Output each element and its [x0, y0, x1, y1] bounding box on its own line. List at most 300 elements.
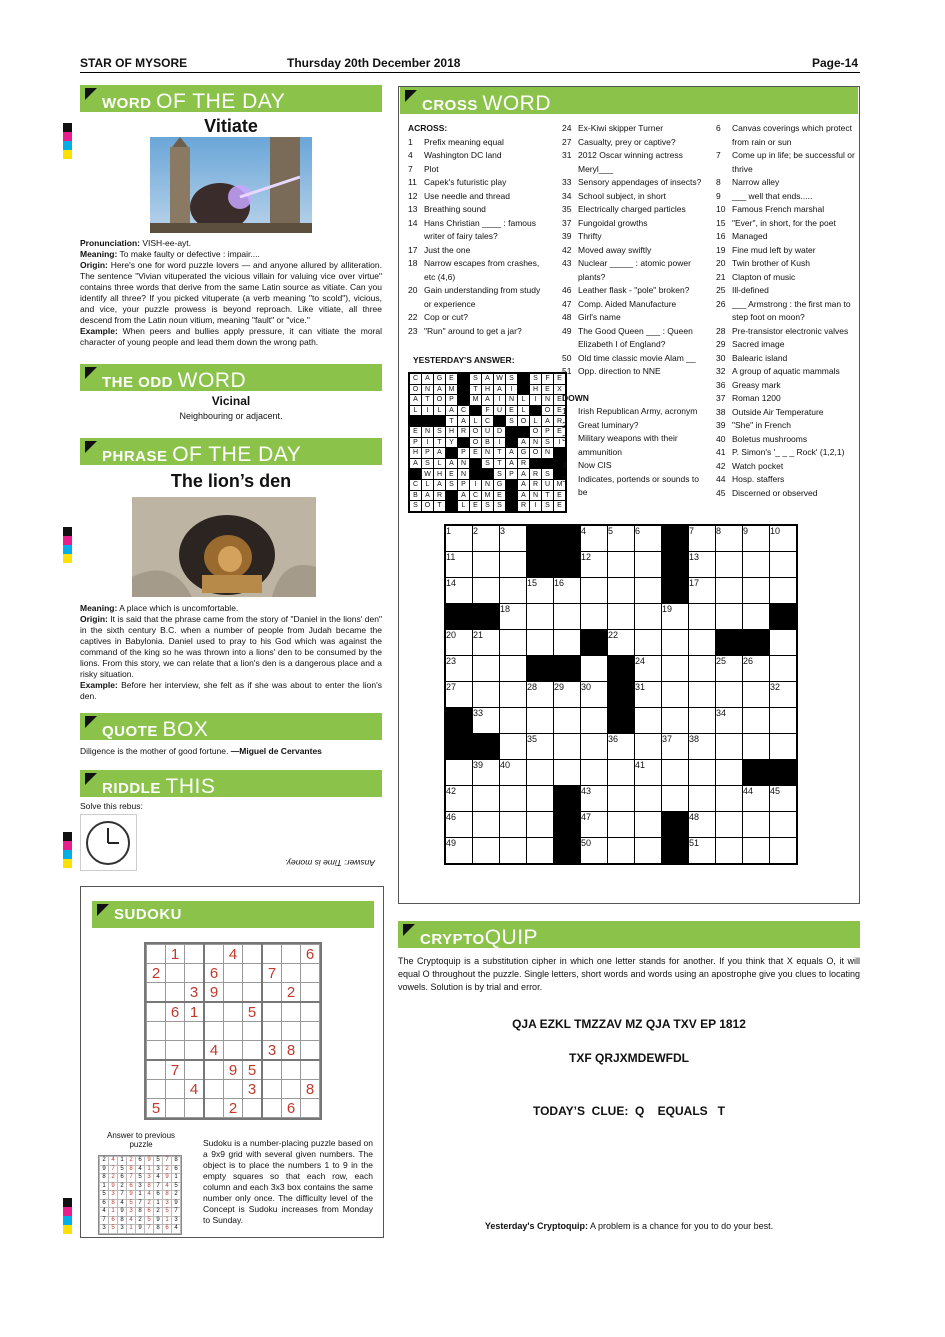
answer-cell: N	[530, 490, 542, 501]
answer-cell: H	[410, 448, 422, 459]
answer-cell: E	[554, 490, 566, 501]
answer-digit: 5	[172, 1182, 181, 1191]
answer-cell: N	[542, 395, 554, 406]
down-clue: 15 "Ever", in short, for the poet	[716, 217, 836, 228]
across-clue: 42 Moved away swiftly	[562, 244, 652, 255]
crossword-cell	[608, 812, 635, 838]
answer-digit: 1	[118, 1157, 127, 1166]
crossword-cell	[500, 578, 527, 604]
sudoku-cell[interactable]: 2	[147, 964, 166, 983]
black-square	[770, 604, 797, 630]
sudoku-cell[interactable]	[185, 964, 205, 983]
answer-digit: 3	[100, 1225, 109, 1234]
crossword-cell	[473, 656, 500, 682]
crossword-cell: 27	[446, 682, 473, 708]
down-clue: 41 P. Simon's '_ _ _ Rock' (1,2,1)	[716, 447, 845, 457]
sudoku-cell[interactable]	[262, 1080, 282, 1099]
sudoku-cell[interactable]	[243, 1099, 263, 1118]
answer-cell: E	[542, 384, 554, 395]
black-square	[470, 469, 482, 480]
crossword-cell	[554, 760, 581, 786]
down-clue: 6 Canvas coverings which protect from rain or sun	[716, 123, 853, 147]
black-square	[662, 552, 689, 578]
sudoku-cell[interactable]	[147, 1060, 166, 1080]
sudoku-cell[interactable]	[147, 1080, 166, 1099]
sudoku-cell[interactable]: 6	[204, 964, 224, 983]
crossword-cell: 5	[608, 526, 635, 552]
across-clue: 51 Opp. direction to NNE	[562, 366, 661, 376]
answer-digit: 7	[172, 1208, 181, 1217]
sudoku-cell[interactable]	[204, 1080, 224, 1099]
black-square	[473, 734, 500, 760]
crossword-cell	[770, 630, 797, 656]
answer-cell: P	[506, 469, 518, 480]
crossword-cell	[716, 812, 743, 838]
crossword-cell	[446, 760, 473, 786]
sudoku-cell[interactable]: 8	[282, 1041, 301, 1061]
black-square	[458, 395, 470, 406]
answer-cell: I	[494, 395, 506, 406]
answer-digit: 7	[100, 1216, 109, 1225]
answer-digit: 7	[163, 1157, 172, 1166]
answer-digit: 5	[127, 1199, 136, 1208]
sudoku-cell[interactable]: 7	[166, 1060, 185, 1080]
answer-cell: L	[410, 405, 422, 416]
answer-cell: E	[470, 501, 482, 512]
across-clue: 17 Just the one	[408, 244, 471, 255]
crossword-cell	[716, 578, 743, 604]
answer-digit: 6	[118, 1174, 127, 1183]
answer-cell: E	[506, 405, 518, 416]
odd-word-band: THE ODD WORD	[80, 364, 382, 391]
black-square	[527, 552, 554, 578]
answer-cell: T	[434, 437, 446, 448]
yesterday-answer-label: YESTERDAY'S ANSWER:	[413, 355, 515, 365]
cryptoquip-line1: QJA EZKL TMZZAV MZ QJA TXV EP 1812	[512, 1017, 746, 1031]
crossword-cell	[743, 552, 770, 578]
sudoku-cell[interactable]	[262, 1022, 282, 1041]
answer-cell: L	[434, 458, 446, 469]
answer-cell: H	[530, 384, 542, 395]
crossword-cell	[743, 812, 770, 838]
answer-cell: E	[470, 448, 482, 459]
answer-cell: A	[482, 374, 494, 385]
sudoku-cell[interactable]	[224, 1041, 243, 1061]
crossword-cell	[527, 760, 554, 786]
sudoku-cell[interactable]	[262, 983, 282, 1003]
down-clue: 16 Managed	[716, 231, 768, 241]
crossword-cell	[473, 786, 500, 812]
sudoku-cell[interactable]	[185, 1060, 205, 1080]
sudoku-cell[interactable]	[282, 1060, 301, 1080]
crossword-cell: 50	[581, 838, 608, 864]
down-clue: 10 Famous French marshal	[716, 204, 825, 214]
answer-cell: N	[482, 479, 494, 490]
answer-digit: 4	[118, 1199, 127, 1208]
sudoku-cell[interactable]	[243, 964, 263, 983]
sudoku-cell[interactable]	[301, 1060, 320, 1080]
quote-band: QUOTE BOX	[80, 713, 382, 740]
sudoku-cell[interactable]: 6	[282, 1099, 301, 1118]
answer-cell: O	[434, 395, 446, 406]
sudoku-cell[interactable]	[243, 983, 263, 1003]
crossword-grid	[444, 524, 798, 865]
crossword-cell	[581, 578, 608, 604]
black-square	[458, 374, 470, 385]
crossword-cell	[635, 838, 662, 864]
sudoku-cell[interactable]: 3	[262, 1041, 282, 1061]
crossword-cell: 13	[689, 552, 716, 578]
cmyk-mark	[63, 832, 72, 868]
sudoku-cell[interactable]: 3	[185, 983, 205, 1003]
answer-cell: H	[434, 469, 446, 480]
sudoku-cell[interactable]: 5	[243, 1002, 263, 1022]
sudoku-cell[interactable]: 7	[262, 964, 282, 983]
black-square	[743, 630, 770, 656]
answer-digit: 8	[127, 1165, 136, 1174]
crossword-cell: 4	[581, 526, 608, 552]
sudoku-cell[interactable]	[147, 1022, 166, 1041]
header-rule	[80, 72, 860, 73]
sudoku-cell[interactable]	[282, 1002, 301, 1022]
across-clue: 4 Washington DC land	[408, 150, 502, 160]
sudoku-cell[interactable]	[224, 1022, 243, 1041]
answer-digit: 9	[136, 1225, 145, 1234]
answer-digit: 6	[136, 1157, 145, 1166]
crossword-cell: 25	[716, 656, 743, 682]
answer-digit: 5	[100, 1191, 109, 1200]
across-clue: 49 The Good Queen ___ : Queen Elizabeth I of England?	[562, 325, 693, 349]
crossword-cell	[770, 578, 797, 604]
answer-digit: 2	[163, 1165, 172, 1174]
sudoku-cell[interactable]: 1	[166, 945, 185, 964]
sudoku-cell[interactable]	[301, 1022, 320, 1041]
crossword-cell	[689, 656, 716, 682]
sudoku-cell[interactable]	[185, 1041, 205, 1061]
sudoku-cell[interactable]	[224, 1002, 243, 1022]
issue-date: Thursday 20th December 2018	[287, 56, 461, 70]
answer-digit: 3	[118, 1225, 127, 1234]
sudoku-cell[interactable]	[282, 964, 301, 983]
across-clue: 7 Plot	[408, 163, 439, 174]
sudoku-cell[interactable]: 9	[204, 983, 224, 1003]
crossword-cell	[689, 604, 716, 630]
crossword-cell	[581, 656, 608, 682]
black-square	[518, 384, 530, 395]
answer-digit: 6	[127, 1182, 136, 1191]
answer-cell: M	[470, 395, 482, 406]
sudoku-cell[interactable]	[166, 1099, 185, 1118]
sudoku-cell[interactable]	[147, 1041, 166, 1061]
sudoku-cell[interactable]: 3	[243, 1080, 263, 1099]
crossword-cell: 24	[635, 656, 662, 682]
sudoku-cell[interactable]	[185, 945, 205, 964]
sudoku-cell[interactable]: 6	[301, 945, 320, 964]
sudoku-cell[interactable]	[204, 1099, 224, 1118]
crossword-cell	[662, 786, 689, 812]
answer-cell: A	[434, 479, 446, 490]
answer-cell: N	[542, 448, 554, 459]
answer-cell: R	[518, 458, 530, 469]
crossword-cell: 48	[689, 812, 716, 838]
crossword-cell	[527, 786, 554, 812]
answer-digit: 3	[163, 1199, 172, 1208]
sudoku-cell[interactable]: 1	[185, 1002, 205, 1022]
black-square	[446, 604, 473, 630]
sudoku-cell[interactable]	[224, 964, 243, 983]
cryptoquip-band: CRYPTOQUIP	[398, 921, 860, 948]
sudoku-cell[interactable]: 5	[147, 1099, 166, 1118]
answer-cell: N	[530, 437, 542, 448]
answer-cell: G	[494, 479, 506, 490]
crossword-cell: 33	[473, 708, 500, 734]
cryptoquip-clue: TODAY’S CLUE: Q EQUALS T	[532, 1104, 726, 1118]
down-clue: 30 Balearic island	[716, 352, 788, 363]
black-square	[518, 426, 530, 437]
down-clue: 29 Sacred image	[716, 339, 785, 349]
word-of-day-body: Pronunciation: VISH-ee-ayt. Meaning: To make faulty or defective : impair.... Origin: Here's one for word puzzle lovers — and anyone allured by alliteration. The sentence "Vivian vituperated the vicious villain for valuing vice over virtue" contains three words that derive from the same Latin source as vitiate. Can you identify all three? If you picked vituperate (a verb meaning "to scold"), vicious, and vice, your puzzle prowess is beyond reproach. Like vitiate, all three descend from the Latin noun vitium, meaning "fault" or "vice." Example: When peers and bullies apply pressure, it can vitiate the moral character of young people and lead them down the wrong path.	[80, 238, 383, 347]
sudoku-cell[interactable]	[301, 964, 320, 983]
sudoku-cell[interactable]	[166, 983, 185, 1003]
crossword-cell	[716, 552, 743, 578]
answer-cell: U	[542, 479, 554, 490]
sudoku-cell[interactable]	[301, 983, 320, 1003]
answer-cell: A	[410, 395, 422, 406]
sudoku-cell[interactable]: 5	[243, 1060, 263, 1080]
answer-digit: 2	[127, 1157, 136, 1166]
crossword-cell: 36	[608, 734, 635, 760]
sudoku-cell[interactable]: 4	[204, 1041, 224, 1061]
answer-cell: I	[494, 437, 506, 448]
across-clue: 34 School subject, in short	[562, 190, 666, 201]
answer-cell: C	[470, 490, 482, 501]
answer-cell: A	[422, 490, 434, 501]
answer-cell: A	[494, 384, 506, 395]
black-square	[662, 838, 689, 864]
black-square	[554, 786, 581, 812]
sudoku-cell[interactable]	[224, 983, 243, 1003]
sudoku-cell[interactable]	[147, 983, 166, 1003]
crossword-cell: 49	[446, 838, 473, 864]
sudoku-cell[interactable]: 9	[224, 1060, 243, 1080]
sudoku-cell[interactable]	[301, 1002, 320, 1022]
sudoku-cell[interactable]	[204, 1002, 224, 1022]
sudoku-cell[interactable]	[282, 1022, 301, 1041]
sudoku-cell[interactable]	[243, 1041, 263, 1061]
answer-cell: N	[482, 448, 494, 459]
answer-cell: Y	[446, 437, 458, 448]
answer-cell: S	[422, 458, 434, 469]
answer-cell: U	[494, 405, 506, 416]
answer-cell: S	[410, 501, 422, 512]
sudoku-cell[interactable]	[301, 1099, 320, 1118]
sudoku-cell[interactable]	[262, 945, 282, 964]
answer-cell: H	[446, 426, 458, 437]
sudoku-cell[interactable]	[243, 945, 263, 964]
down-clue: 1 Irish Republican Army, acronym	[562, 406, 698, 416]
crossword-cell: 6	[635, 526, 662, 552]
sudoku-cell[interactable]	[147, 945, 166, 964]
answer-digit: 1	[172, 1174, 181, 1183]
crossword-cell	[662, 656, 689, 682]
crossword-cell	[743, 708, 770, 734]
black-square	[608, 656, 635, 682]
sudoku-cell[interactable]	[301, 1041, 320, 1061]
down-clue: 32 A group of aquatic mammals	[716, 366, 840, 376]
answer-digit: 8	[100, 1174, 109, 1183]
sudoku-cell[interactable]	[166, 1041, 185, 1061]
sudoku-cell[interactable]	[224, 1080, 243, 1099]
crossword-cell	[500, 682, 527, 708]
sudoku-cell[interactable]	[185, 1099, 205, 1118]
black-square	[446, 501, 458, 512]
black-square	[662, 812, 689, 838]
answer-cell: P	[458, 448, 470, 459]
black-square	[770, 760, 797, 786]
answer-digit: 3	[136, 1182, 145, 1191]
answer-cell: A	[410, 458, 422, 469]
answer-digit: 4	[163, 1182, 172, 1191]
crossword-cell	[716, 760, 743, 786]
answer-cell: O	[470, 437, 482, 448]
quote-text: Diligence is the mother of good fortune. —Miguel de Cervantes	[80, 746, 322, 756]
crossword-cell	[635, 734, 662, 760]
answer-cell: F	[542, 374, 554, 385]
answer-cell: L	[518, 405, 530, 416]
answer-cell: T	[434, 501, 446, 512]
crossword-cell	[662, 630, 689, 656]
across-clue: 50 Old time classic movie Alam __	[562, 352, 696, 363]
answer-digit: 8	[109, 1199, 118, 1208]
black-square	[527, 526, 554, 552]
answer-cell: E	[554, 395, 566, 406]
sudoku-cell[interactable]: 8	[301, 1080, 320, 1099]
answer-cell: W	[422, 469, 434, 480]
crossword-cell: 34	[716, 708, 743, 734]
sudoku-cell[interactable]	[282, 945, 301, 964]
sudoku-cell[interactable]	[204, 1022, 224, 1041]
answer-cell: O	[530, 448, 542, 459]
riddle-prompt: Solve this rebus:	[80, 801, 143, 811]
crossword-cell	[662, 708, 689, 734]
answer-cell: A	[506, 448, 518, 459]
sudoku-cell[interactable]	[262, 1060, 282, 1080]
answer-digit: 8	[145, 1182, 154, 1191]
answer-cell: E	[494, 490, 506, 501]
answer-cell: E	[554, 374, 566, 385]
answer-digit: 5	[154, 1157, 163, 1166]
answer-digit: 1	[163, 1216, 172, 1225]
across-clue: 23 "Run" around to get a jar?	[408, 325, 522, 336]
down-clue: 36 Greasy mark	[716, 379, 781, 390]
answer-cell: R	[530, 469, 542, 480]
crossword-cell	[689, 630, 716, 656]
sudoku-cell[interactable]: 6	[166, 1002, 185, 1022]
crossword-cell	[473, 838, 500, 864]
answer-cell: E	[410, 426, 422, 437]
answer-cell: O	[542, 405, 554, 416]
answer-digit: 1	[136, 1191, 145, 1200]
answer-digit: 8	[136, 1208, 145, 1217]
sudoku-cell[interactable]	[166, 1080, 185, 1099]
sudoku-cell[interactable]: 4	[185, 1080, 205, 1099]
crossword-cell	[662, 760, 689, 786]
crossword-cell	[770, 552, 797, 578]
black-square	[458, 384, 470, 395]
sudoku-cell[interactable]	[204, 1060, 224, 1080]
answer-cell: N	[458, 469, 470, 480]
sudoku-cell[interactable]	[282, 1080, 301, 1099]
down-clue: 21 Clapton of music	[716, 271, 796, 282]
answer-cell: S	[542, 469, 554, 480]
sudoku-cell[interactable]	[185, 1022, 205, 1041]
across-clues-col1: ACROSS: 1 Prefix meaning equal 4 Washington DC land 7 Plot 11 Capek's futuristic play 12 Use needle and thread 13 Breathing sound 14 Hans Christian ____ : famous writer of fairy tales? 17 Just the one 18 Narrow escapes from crashes, etc (4,6) 20 Gain understanding from study or experience 22 Cop or cut? 23 "Run" around to get a jar?	[408, 122, 548, 338]
answer-digit: 6	[145, 1208, 154, 1217]
black-square	[527, 656, 554, 682]
sudoku-cell[interactable]	[147, 1002, 166, 1022]
clock-icon	[80, 814, 137, 871]
crossword-cell: 37	[662, 734, 689, 760]
answer-digit: 7	[109, 1165, 118, 1174]
crossword-cell	[689, 760, 716, 786]
down-clue: 25 Ill-defined	[716, 285, 769, 295]
down-clue: 40 Boletus mushrooms	[716, 433, 808, 444]
answer-digit: 4	[100, 1208, 109, 1217]
sudoku-cell[interactable]	[166, 1022, 185, 1041]
answer-cell: A	[518, 437, 530, 448]
sudoku-cell[interactable]: 2	[224, 1099, 243, 1118]
across-clue: 48 Girl's name	[562, 312, 621, 322]
black-square	[554, 526, 581, 552]
answer-cell: G	[434, 374, 446, 385]
odd-word-meaning: Neighbouring or adjacent.	[179, 411, 283, 421]
answer-cell: A	[506, 458, 518, 469]
sudoku-cell[interactable]	[204, 945, 224, 964]
answer-cell: S	[446, 479, 458, 490]
across-clue: 18 Narrow escapes from crashes, etc (4,6)	[408, 258, 540, 282]
answer-cell: P	[542, 426, 554, 437]
black-square	[434, 416, 446, 427]
cmyk-mark	[63, 527, 72, 563]
black-square	[470, 405, 482, 416]
crossword-cell: 32	[770, 682, 797, 708]
answer-digit: 7	[127, 1174, 136, 1183]
sudoku-cell[interactable]	[243, 1022, 263, 1041]
crossword-cell: 46	[446, 812, 473, 838]
answer-cell: N	[458, 458, 470, 469]
black-square	[506, 501, 518, 512]
sudoku-cell[interactable]	[166, 964, 185, 983]
answer-digit: 6	[100, 1199, 109, 1208]
across-clue: 24 Ex-Kiwi skipper Turner	[562, 123, 664, 133]
answer-cell: A	[434, 384, 446, 395]
crossword-cell	[554, 630, 581, 656]
answer-cell: I	[422, 437, 434, 448]
black-square	[530, 458, 542, 469]
crossword-cell	[500, 812, 527, 838]
crossword-cell: 30	[581, 682, 608, 708]
sudoku-cell[interactable]	[262, 1002, 282, 1022]
sudoku-cell[interactable]: 4	[224, 945, 243, 964]
answer-cell: N	[422, 384, 434, 395]
sudoku-cell[interactable]	[262, 1099, 282, 1118]
answer-cell: B	[410, 490, 422, 501]
answer-digit: 4	[145, 1191, 154, 1200]
crossword-cell: 23	[446, 656, 473, 682]
answer-cell: P	[458, 479, 470, 490]
sudoku-cell[interactable]: 2	[282, 983, 301, 1003]
crossword-cell: 1	[446, 526, 473, 552]
